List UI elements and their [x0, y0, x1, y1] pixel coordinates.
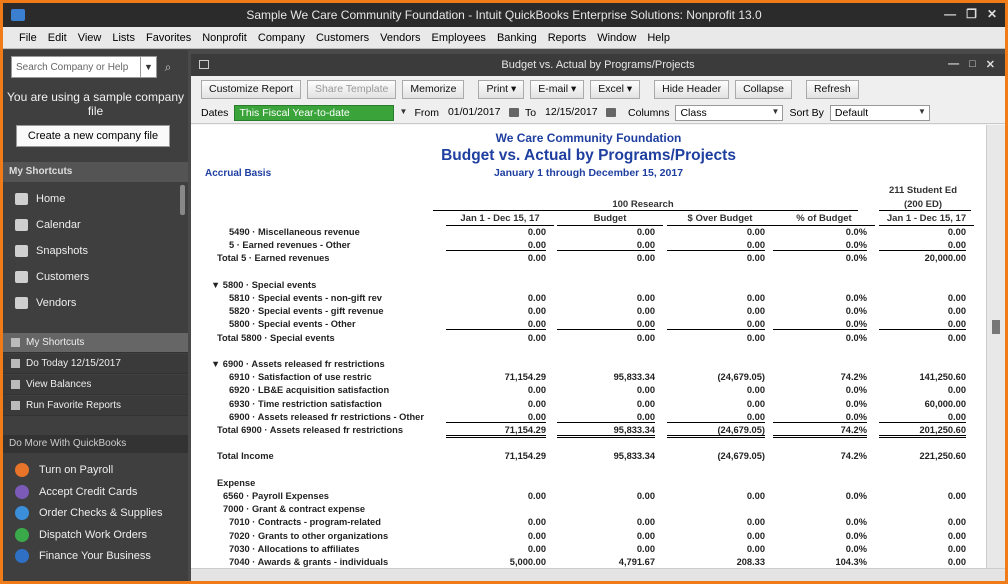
- row-value: 20,000.00: [924, 253, 966, 264]
- menu-window[interactable]: Window: [597, 31, 637, 44]
- row-value: 74.2%: [773, 425, 867, 438]
- row-value: 201,250.60: [879, 425, 966, 438]
- row-value: 0.0%: [845, 332, 867, 343]
- menu-employees[interactable]: Employees: [431, 31, 486, 44]
- row-label: 6560 · Payroll Expenses: [223, 491, 329, 501]
- sample-file-notice: You are using a sample company file: [7, 90, 184, 118]
- menu-company[interactable]: Company: [257, 31, 305, 44]
- table-row: [191, 451, 986, 464]
- row-value: 0.00: [947, 306, 966, 317]
- dates-value: This Fiscal Year-to-date: [239, 106, 350, 119]
- row-value: 0.00: [746, 227, 765, 237]
- scroll-thumb[interactable]: [992, 320, 1000, 334]
- row-value: 71,154.29: [446, 425, 546, 438]
- hide-header-button[interactable]: Hide Header: [654, 80, 729, 99]
- row-value: 221,250.60: [919, 451, 966, 462]
- row-value: 0.0%: [773, 412, 867, 423]
- menu-customers[interactable]: Customers: [315, 31, 370, 44]
- table-row: [191, 280, 986, 293]
- row-value: 0.0%: [773, 319, 867, 330]
- row-value: 0.00: [947, 385, 966, 396]
- row-value: 0.00: [947, 517, 966, 528]
- my-shortcuts-header: My Shortcuts: [3, 162, 188, 182]
- row-value: 0.00: [527, 530, 546, 541]
- shortcut-snapshots[interactable]: [3, 238, 178, 264]
- row-value: 60,000.00: [924, 398, 966, 409]
- row-label: ▼ 5800 · Special events: [211, 279, 317, 290]
- row-label: Total 5800 · Special events: [217, 332, 335, 343]
- row-value: 0.00: [947, 557, 966, 567]
- vendors-icon: [15, 297, 28, 309]
- row-value: 0.00: [879, 240, 966, 251]
- table-row: [191, 491, 986, 504]
- row-value: 0.00: [527, 491, 546, 501]
- row-label: 6900 · Assets released fr restrictions - Other: [229, 411, 424, 422]
- window-title: Sample We Care Community Foundation - Intuit QuickBooks Enterprise Solutions: Nonprofit 13.0: [246, 8, 762, 22]
- table-row: [191, 293, 986, 306]
- minimize-icon[interactable]: —: [948, 58, 960, 70]
- tab-icon: [11, 359, 20, 368]
- column-header-4[interactable]: Jan 1 - Dec 15, 17: [879, 213, 974, 226]
- column-header-0[interactable]: Jan 1 - Dec 15, 17: [446, 213, 554, 226]
- row-label: 7040 · Awards & grants - individuals: [229, 557, 389, 567]
- row-value: 0.00: [746, 398, 765, 409]
- columns-value: Class: [680, 106, 707, 119]
- row-value: 141,250.60: [919, 372, 966, 383]
- sidebar-tab-1[interactable]: [3, 354, 188, 374]
- dates-select[interactable]: [234, 105, 408, 121]
- vertical-scrollbar[interactable]: [986, 125, 1005, 568]
- row-label: 6920 · LB&E acquisition satisfaction: [229, 385, 390, 396]
- group-rule: [879, 210, 971, 211]
- table-row: [191, 359, 986, 372]
- table-row: [191, 557, 986, 568]
- excel-label: Excel: [598, 82, 624, 95]
- row-value: 0.00: [667, 412, 765, 423]
- do-more-label: Dispatch Work Orders: [39, 528, 147, 541]
- report-title-bar: [191, 54, 1005, 76]
- row-value: 0.00: [746, 253, 765, 264]
- sortby-label: Sort By: [789, 106, 824, 119]
- row-value: 0.00: [527, 517, 546, 528]
- to-label: To: [524, 106, 537, 119]
- row-value: 0.0%: [773, 240, 867, 251]
- chevron-down-icon[interactable]: ▾: [511, 82, 517, 95]
- print-label: Print: [486, 82, 509, 95]
- row-value: 0.00: [947, 543, 966, 554]
- row-value: 0.00: [746, 517, 765, 528]
- close-icon[interactable]: ✕: [986, 7, 997, 21]
- sortby-select[interactable]: [830, 105, 930, 121]
- sidebar-tab-label: My Shortcuts: [26, 337, 85, 348]
- collapse-button[interactable]: Collapse: [735, 80, 792, 99]
- menu-favorites[interactable]: Favorites: [145, 31, 192, 44]
- row-value: 0.00: [879, 412, 966, 423]
- title-bar: [3, 3, 1005, 27]
- row-value: (24,679.05): [667, 425, 765, 438]
- row-value: 0.00: [947, 530, 966, 541]
- menu-help[interactable]: Help: [647, 31, 670, 44]
- table-row: [191, 478, 986, 491]
- menu-lists[interactable]: Lists: [112, 31, 135, 44]
- do-more-label: Order Checks & Supplies: [39, 507, 163, 519]
- report-toolbar: [191, 76, 1005, 102]
- menu-bar: [3, 27, 1005, 49]
- row-value: 0.00: [636, 385, 655, 396]
- row-label: 7030 · Allocations to affiliates: [229, 543, 360, 554]
- tab-icon: [11, 338, 20, 347]
- search-icon[interactable]: ⌕: [164, 60, 172, 74]
- row-value: 0.00: [527, 293, 546, 303]
- sidebar-tab-label: View Balances: [26, 379, 92, 390]
- dates-label: Dates: [201, 106, 229, 119]
- row-value: 0.00: [636, 306, 655, 317]
- menu-vendors[interactable]: Vendors: [380, 31, 421, 44]
- report-filters: [191, 102, 1005, 124]
- shortcut-label: Vendors: [36, 297, 77, 309]
- row-value: 0.00: [947, 227, 966, 237]
- tab-icon: [11, 380, 20, 389]
- table-row: [191, 517, 986, 530]
- row-value: 95,833.34: [613, 451, 655, 462]
- row-value: 0.00: [527, 227, 546, 237]
- row-label: ▼ 6900 · Assets released fr restrictions: [211, 359, 385, 369]
- from-label: From: [414, 106, 439, 119]
- row-label: 5490 · Miscellaneous revenue: [229, 227, 360, 237]
- refresh-button[interactable]: Refresh: [806, 80, 859, 99]
- row-value: 0.00: [947, 293, 966, 303]
- do-more-item-0[interactable]: [3, 459, 188, 481]
- row-value: 5,000.00: [509, 557, 546, 567]
- row-value: 0.00: [746, 491, 765, 501]
- from-date-input[interactable]: 01/01/2017: [447, 105, 501, 118]
- row-value: 74.2%: [840, 372, 867, 383]
- row-value: 0.00: [557, 412, 655, 423]
- row-label: Expense: [217, 477, 256, 488]
- row-value: 0.0%: [845, 293, 867, 303]
- column-header-2[interactable]: $ Over Budget: [667, 213, 773, 226]
- row-value: 95,833.34: [557, 425, 655, 438]
- row-value: 0.0%: [845, 530, 867, 541]
- table-row: [191, 333, 986, 346]
- row-value: 0.00: [947, 332, 966, 343]
- row-label: 5820 · Special events - gift revenue: [229, 306, 384, 317]
- row-value: 0.00: [746, 530, 765, 541]
- table-row: [191, 412, 986, 425]
- sidebar-tab-label: Run Favorite Reports: [26, 400, 122, 411]
- customers-icon: [15, 271, 28, 283]
- do-more-label: Turn on Payroll: [39, 464, 114, 476]
- table-row: [191, 399, 986, 412]
- row-value: 0.0%: [845, 398, 867, 409]
- do-more-icon: [15, 463, 29, 477]
- row-value: 0.00: [947, 491, 966, 501]
- row-value: 0.00: [746, 293, 765, 303]
- row-label: 5810 · Special events - non-gift rev: [229, 293, 382, 303]
- company-name: We Care Community Foundation: [495, 131, 682, 145]
- report-period: January 1 through December 15, 2017: [493, 167, 684, 179]
- table-row: [191, 531, 986, 544]
- sortby-value: Default: [834, 106, 869, 119]
- columns-label: Columns: [628, 106, 670, 119]
- column-header-3[interactable]: % of Budget: [773, 213, 875, 226]
- search-box: [11, 56, 179, 78]
- report-heading: Budget vs. Actual by Programs/Projects: [441, 147, 736, 164]
- column-header-1[interactable]: Budget: [557, 213, 663, 226]
- table-row: [191, 504, 986, 517]
- shortcut-label: Customers: [36, 271, 90, 283]
- row-value: 0.00: [746, 543, 765, 554]
- row-label: 6910 · Satisfaction of use restric: [229, 372, 372, 383]
- row-value: 0.0%: [845, 517, 867, 528]
- row-value: 0.00: [636, 517, 655, 528]
- row-label: 6930 · Time restriction satisfaction: [229, 398, 382, 409]
- restore-icon[interactable]: ❐: [966, 7, 977, 21]
- menu-edit[interactable]: Edit: [47, 31, 67, 44]
- row-value: 0.0%: [845, 543, 867, 554]
- row-value: 0.00: [527, 253, 546, 264]
- chevron-down-icon[interactable]: ▼: [771, 106, 780, 116]
- menu-nonprofit[interactable]: Nonprofit: [202, 31, 247, 44]
- row-label: 7000 · Grant & contract expense: [223, 504, 366, 515]
- do-more-icon: [15, 485, 29, 499]
- row-value: 208.33: [736, 557, 765, 567]
- search-input[interactable]: Search Company or Help: [11, 56, 141, 78]
- chevron-down-icon[interactable]: ▾: [626, 82, 633, 95]
- table-row: [191, 425, 986, 438]
- minimize-icon[interactable]: —: [944, 7, 957, 21]
- email-label: E-mail: [538, 82, 569, 95]
- row-value: 0.00: [636, 227, 655, 237]
- report-sheet: [191, 125, 986, 568]
- row-value: 0.00: [636, 398, 655, 409]
- share-template-button[interactable]: Share Template: [307, 80, 396, 99]
- row-value: 0.00: [446, 412, 546, 423]
- sidebar-tab-2[interactable]: [3, 375, 188, 395]
- app-window: [3, 3, 1005, 581]
- row-value: 0.0%: [845, 306, 867, 317]
- table-row: [191, 227, 986, 240]
- do-more-item-3[interactable]: [3, 524, 188, 546]
- table-row: [191, 306, 986, 319]
- shortcut-label: Snapshots: [36, 245, 88, 257]
- column-group-student-ed-line1: 211 Student Ed: [888, 185, 958, 196]
- row-value: 0.0%: [845, 253, 867, 264]
- snapshots-icon: [15, 245, 28, 257]
- row-label: 5800 · Special events - Other: [229, 319, 356, 330]
- sidebar-scrollbar[interactable]: [180, 185, 185, 215]
- shortcut-home[interactable]: [3, 186, 178, 212]
- table-row: [191, 385, 986, 398]
- menu-reports[interactable]: Reports: [547, 31, 587, 44]
- table-row: [191, 346, 986, 359]
- row-value: 0.00: [446, 319, 546, 330]
- to-date-input[interactable]: 12/15/2017: [545, 105, 598, 118]
- table-row: [191, 267, 986, 280]
- do-more-header: Do More With QuickBooks: [3, 435, 188, 453]
- do-more-icon: [15, 549, 29, 563]
- row-value: (24,679.05): [717, 451, 765, 462]
- row-value: 71,154.29: [504, 372, 546, 383]
- row-value: 0.0%: [845, 491, 867, 501]
- table-row: [191, 253, 986, 266]
- row-label: 7010 · Contracts - program-related: [229, 517, 381, 528]
- table-row: [191, 544, 986, 557]
- report-window-controls: [948, 58, 995, 71]
- search-dropdown-icon[interactable]: ▼: [141, 56, 157, 78]
- memorize-button[interactable]: Memorize: [402, 80, 464, 99]
- chevron-down-icon[interactable]: ▼: [399, 106, 408, 116]
- report-window: [191, 54, 1005, 581]
- table-row: [191, 319, 986, 332]
- calendar-icon: [15, 219, 28, 231]
- row-value: (24,679.05): [717, 372, 765, 383]
- row-value: 95,833.34: [613, 372, 655, 383]
- horizontal-scrollbar[interactable]: [191, 568, 1005, 581]
- accounting-basis: Accrual Basis: [205, 168, 272, 179]
- shortcut-vendors[interactable]: [3, 290, 178, 316]
- sidebar-tab-3[interactable]: [3, 396, 188, 416]
- row-label: 7020 · Grants to other organizations: [229, 530, 389, 541]
- chevron-down-icon[interactable]: ▼: [917, 106, 926, 116]
- row-value: 0.0%: [845, 227, 867, 237]
- row-value: 0.00: [746, 385, 765, 396]
- column-group-research: 100 Research: [612, 199, 674, 210]
- row-value: 71,154.29: [504, 451, 546, 462]
- row-value: 0.00: [636, 530, 655, 541]
- row-value: 0.00: [667, 240, 765, 251]
- calendar-icon[interactable]: [606, 108, 616, 117]
- do-more-label: Accept Credit Cards: [39, 485, 138, 498]
- table-row: [191, 438, 986, 451]
- row-value: 0.0%: [845, 385, 867, 396]
- do-more-icon: [15, 528, 29, 542]
- row-label: Total Income: [217, 451, 274, 462]
- row-value: 0.00: [527, 543, 546, 554]
- customize-report-button[interactable]: Customize Report: [201, 80, 301, 99]
- do-more-item-4[interactable]: [3, 545, 188, 567]
- window-controls: [944, 7, 997, 21]
- table-row: [191, 465, 986, 478]
- row-value: 104.3%: [835, 557, 867, 567]
- shortcut-label: Calendar: [36, 219, 81, 231]
- row-label: Total 6900 · Assets released fr restrictions: [217, 425, 404, 435]
- row-value: 0.00: [636, 543, 655, 554]
- shortcut-calendar[interactable]: [3, 212, 178, 238]
- row-value: 0.00: [527, 306, 546, 317]
- row-value: 0.00: [636, 491, 655, 501]
- row-value: 0.00: [557, 240, 655, 251]
- close-icon[interactable]: ✕: [985, 59, 995, 71]
- row-value: 0.00: [746, 306, 765, 317]
- do-more-item-1[interactable]: [3, 481, 188, 503]
- do-more-item-2[interactable]: [3, 502, 188, 524]
- chevron-down-icon[interactable]: ▾: [570, 82, 577, 95]
- row-label: Total 5 · Earned revenues: [217, 253, 330, 264]
- create-company-file-button[interactable]: Create a new company file: [16, 125, 170, 147]
- row-value: 74.2%: [840, 451, 867, 462]
- row-value: 0.00: [879, 319, 966, 330]
- row-value: 0.00: [667, 319, 765, 330]
- excel-button[interactable]: [590, 80, 640, 99]
- table-row: [191, 240, 986, 253]
- row-value: 0.00: [746, 332, 765, 343]
- columns-select[interactable]: [675, 105, 783, 121]
- row-value: 0.00: [527, 385, 546, 396]
- row-label: 5 · Earned revenues - Other: [229, 240, 351, 251]
- report-window-title: Budget vs. Actual by Programs/Projects: [501, 59, 695, 71]
- menu-view[interactable]: View: [77, 31, 102, 44]
- home-icon: [15, 193, 28, 205]
- print-button[interactable]: [478, 80, 524, 99]
- row-value: 0.00: [636, 253, 655, 264]
- shortcut-customers[interactable]: [3, 264, 178, 290]
- row-value: 0.00: [636, 332, 655, 343]
- row-value: 0.00: [446, 240, 546, 251]
- sidebar-tab-label: Do Today 12/15/2017: [26, 358, 121, 369]
- maximize-icon[interactable]: □: [969, 58, 976, 70]
- do-more-icon: [15, 506, 29, 520]
- column-group-student-ed-line2: (200 ED): [903, 199, 942, 210]
- group-rule: [433, 210, 858, 211]
- sidebar-tab-0[interactable]: [3, 333, 188, 353]
- tab-icon: [11, 401, 20, 410]
- row-value: 0.00: [636, 293, 655, 303]
- row-value: 0.00: [527, 398, 546, 409]
- left-icon-bar: [3, 50, 188, 581]
- table-row: [191, 372, 986, 385]
- do-more-label: Finance Your Business: [39, 550, 151, 562]
- row-value: 0.00: [527, 332, 546, 343]
- shortcut-label: Home: [36, 193, 66, 205]
- menu-file[interactable]: File: [19, 31, 37, 44]
- row-value: 4,791.67: [618, 557, 655, 567]
- menu-banking[interactable]: Banking: [496, 31, 537, 44]
- row-value: 0.00: [557, 319, 655, 330]
- email-button[interactable]: [530, 80, 584, 99]
- calendar-icon[interactable]: [509, 108, 519, 117]
